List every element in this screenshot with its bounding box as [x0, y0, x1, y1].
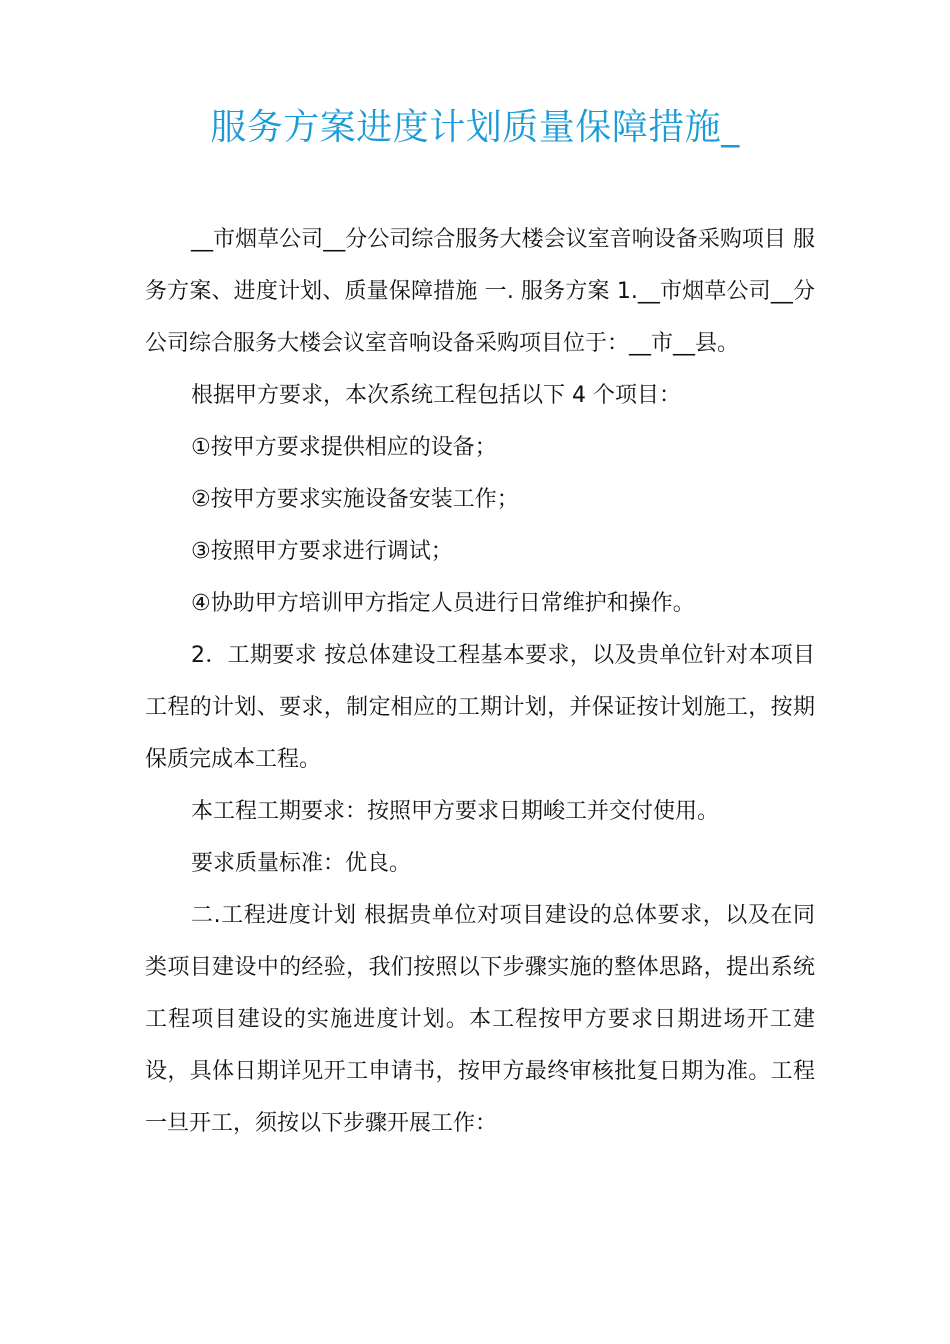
list-item-2: ②按甲方要求实施设备安装工作；: [191, 487, 519, 512]
document-body: [145, 214, 815, 1150]
list-item-3: ③按照甲方要求进行调试；: [191, 539, 453, 564]
document-title: 服务方案进度计划质量保障措施_: [210, 107, 740, 148]
paragraph-progress-plan: 二.工程进度计划 根据贵单位对项目建设的总体要求，以及在同类项目建设中的经验，我们按照以下步骤实施的整体思路，提出系统工程项目建设的实施进度计划。本工程按甲方要求日期进场开工建设，具体日期详见开工申请书，按甲方最终审核批复日期为准。工程一旦开工，须按以下步骤开展工作：: [145, 903, 815, 1136]
paragraph-quality-standard: 要求质量标准：优良。: [191, 851, 412, 876]
list-item-1: ①按甲方要求提供相应的设备；: [191, 435, 497, 460]
list-item-4: ④协助甲方培训甲方指定人员进行日常维护和操作。: [191, 591, 695, 616]
paragraph-deadline: 本工程工期要求：按照甲方要求日期峻工并交付使用。: [191, 799, 720, 824]
paragraph-requirements-intro: 根据甲方要求，本次系统工程包括以下 4 个项目：: [191, 383, 681, 408]
paragraph-project-overview: __市烟草公司__分公司综合服务大楼会议室音响设备采购项目 服务方案、进度计划、质量保障措施 一. 服务方案 1.__市烟草公司__分公司综合服务大楼会议室音响设备采购项目位于：__市__县。: [145, 227, 815, 356]
paragraph-schedule-requirements: 2．工期要求 按总体建设工程基本要求，以及贵单位针对本项目工程的计划、要求，制定相应的工期计划，并保证按计划施工，按期保质完成本工程。: [145, 643, 815, 772]
